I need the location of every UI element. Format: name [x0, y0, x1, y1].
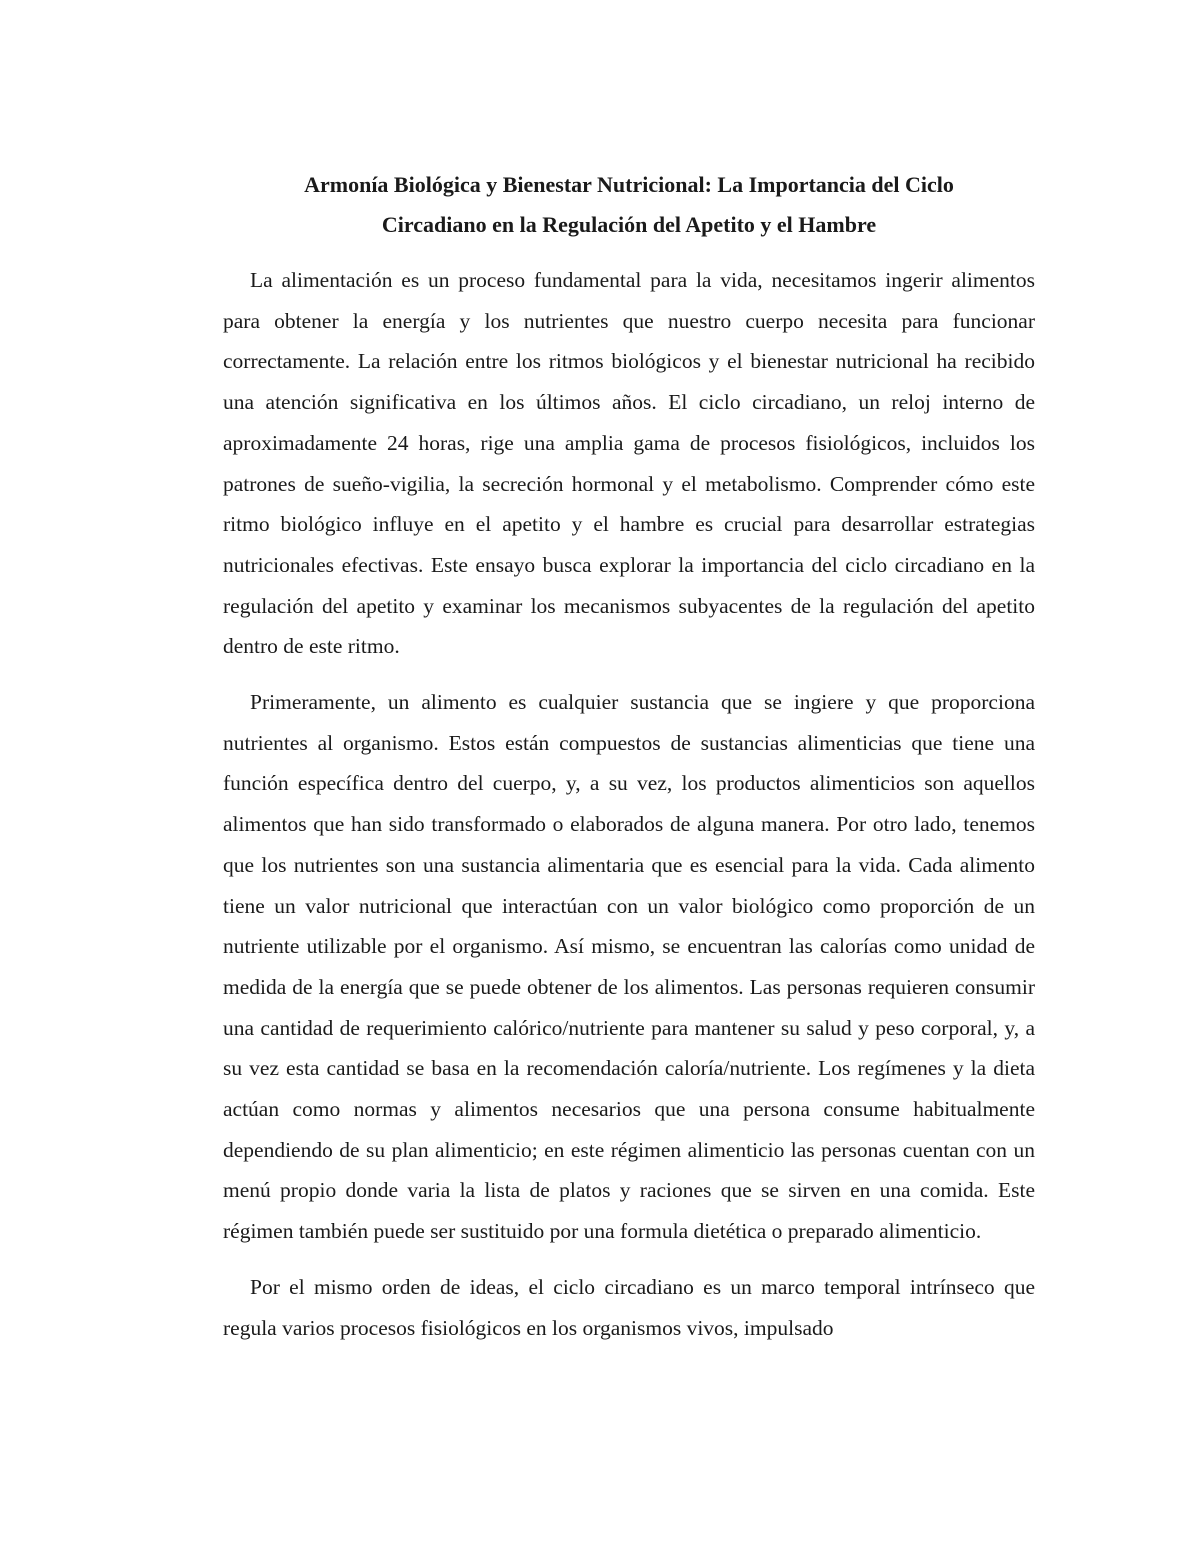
title-line-2: Circadiano en la Regulación del Apetito y el Hambre — [381, 212, 877, 237]
document-page — [223, 165, 1035, 1348]
paragraph-definitions: Primeramente, un alimento es cualquier sustancia que se ingiere y que proporciona nutrientes al organismo. Estos están compuestos de sustancias alimenticias que tiene una función específica dentro del cuerpo, y, a su vez, los productos alimenticios son aquellos alimentos que han sido transformado o elaborados de alguna manera. Por otro lado, tenemos que los nutrientes son una sustancia alimentaria que es esencial para la vida. Cada alimento tiene un valor nutricional que interactúan con un valor biológico como proporción de un nutriente utilizable por el organismo. Así mismo, se encuentran las calorías como unidad de medida de la energía que se puede obtener de los alimentos. Las personas requieren consumir una cantidad de requerimiento calórico/nutriente para mantener su salud y peso corporal, y, a su vez esta cantidad se basa en la recomendación caloría/nutriente. Los regímenes y la dieta actúan como normas y alimentos necesarios que una persona consume habitualmente dependiendo de su plan alimenticio; en este régimen alimenticio las personas cuentan con un menú propio donde varia la lista de platos y raciones que se sirven en una comida. Este régimen también puede ser sustituido por una formula dietética o preparado alimenticio. — [223, 690, 1035, 1244]
title-line-1: Armonía Biológica y Bienestar Nutricional: La Importancia del Ciclo — [304, 172, 954, 197]
paragraph-intro: La alimentación es un proceso fundamental para la vida, necesitamos ingerir alimentos para obtener la energía y los nutrientes que nuestro cuerpo necesita para funcionar correctamente. La relación entre los ritmos biológicos y el bienestar nutricional ha recibido una atención significativa en los últimos años. El ciclo circadiano, un reloj interno de aproximadamente 24 horas, rige una amplia gama de procesos fisiológicos, incluidos los patrones de sueño-vigilia, la secreción hormonal y el metabolismo. Comprender cómo este ritmo biológico influye en el apetito y el hambre es crucial para desarrollar estrategias nutricionales efectivas. Este ensayo busca explorar la importancia del ciclo circadiano en la regulación del apetito y examinar los mecanismos subyacentes de la regulación del apetito dentro de este ritmo. — [223, 268, 1035, 659]
document-title — [223, 165, 1035, 245]
paragraph-circadian: Por el mismo orden de ideas, el ciclo circadiano es un marco temporal intrínseco que regula varios procesos fisiológicos en los organismos vivos, impulsado — [223, 1274, 1035, 1340]
